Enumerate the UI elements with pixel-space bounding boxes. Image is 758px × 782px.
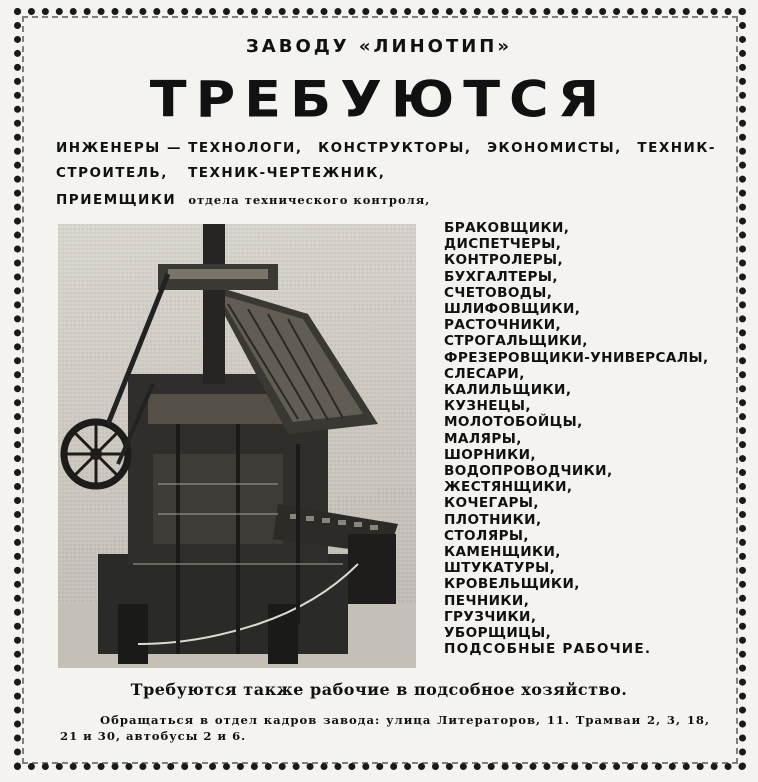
specialist-item: ИНЖЕНЕРЫ — ТЕХНОЛОГИ, [56,140,303,156]
specialist-item: ЭКОНОМИСТЫ, [487,140,622,156]
contact-address: Обращаться в отдел кадров завода: улица Литераторов, 11. Трамваи 2, 3, 18, 21 и 30, автобусы 2 и 6. [60,713,710,743]
specialist-item: СТРОИТЕЛЬ, [56,165,168,181]
job-item: ПОДСОБНЫЕ РАБОЧИЕ. [444,641,652,658]
job-item: БРАКОВЩИКИ, [444,220,570,236]
specialist-item: ТЕХНИК-ЧЕРТЕЖНИК, [188,165,386,181]
job-item: ГРУЗЧИКИ, [444,608,537,625]
job-item: КРОВЕЛЬЩИКИ, [444,576,580,593]
job-item: ДИСПЕТЧЕРЫ, [444,236,562,253]
specialists-line-3 [56,192,430,208]
specialists-line-2 [56,165,385,181]
job-item: ШТУКАТУРЫ, [444,560,556,577]
job-item: КОНТРОЛЕРЫ, [444,252,564,269]
specialist-item-detail: отдела технического контроля, [188,193,431,207]
job-item: СТОЛЯРЫ, [444,527,529,544]
job-item: ФРЕЗЕРОВЩИКИ-УНИВЕРСАЛЫ, [444,349,709,366]
job-item: КОЧЕГАРЫ, [444,495,539,512]
specialist-item: КОНСТРУКТОРЫ, [318,140,472,156]
job-item: ЖЕСТЯНЩИКИ, [444,479,573,496]
job-item: МАЛЯРЫ, [444,430,522,447]
job-item: УБОРЩИЦЫ, [444,625,552,642]
job-item: ВОДОПРОВОДЧИКИ, [444,463,613,480]
job-item: СТРОГАЛЬЩИКИ, [444,333,588,350]
job-item: МОЛОТОБОЙЦЫ, [444,414,583,431]
also-needed-notice: Требуются также рабочие в подсобное хозяйство. [130,680,628,699]
job-item: ПЕЧНИКИ, [444,592,530,609]
job-item: КУЗНЕЦЫ, [444,398,531,415]
job-item: РАСТОЧНИКИ, [444,317,562,334]
linotype-machine-photo [58,224,416,668]
machine-illustration [58,224,416,668]
jobs-list [444,220,709,657]
job-item: ШЛИФОВЩИКИ, [444,301,581,318]
job-item: КАМЕНЩИКИ, [444,544,561,561]
job-item: СЧЕТОВОДЫ, [444,284,553,301]
job-item: СЛЕСАРИ, [444,365,525,382]
job-item: БУХГАЛТЕРЫ, [444,268,558,285]
specialist-item: ПРИЕМЩИКИ [56,192,177,208]
specialist-item: ТЕХНИК- [637,140,716,156]
specialists-line-1 [56,140,716,156]
factory-title: ЗАВОДУ «ЛИНОТИП» [246,36,512,57]
job-item: КАЛИЛЬЩИКИ, [444,382,572,399]
job-item: ШОРНИКИ, [444,446,536,463]
job-item: ПЛОТНИКИ, [444,511,542,528]
headline: ТРЕБУЮТСЯ [149,70,609,129]
